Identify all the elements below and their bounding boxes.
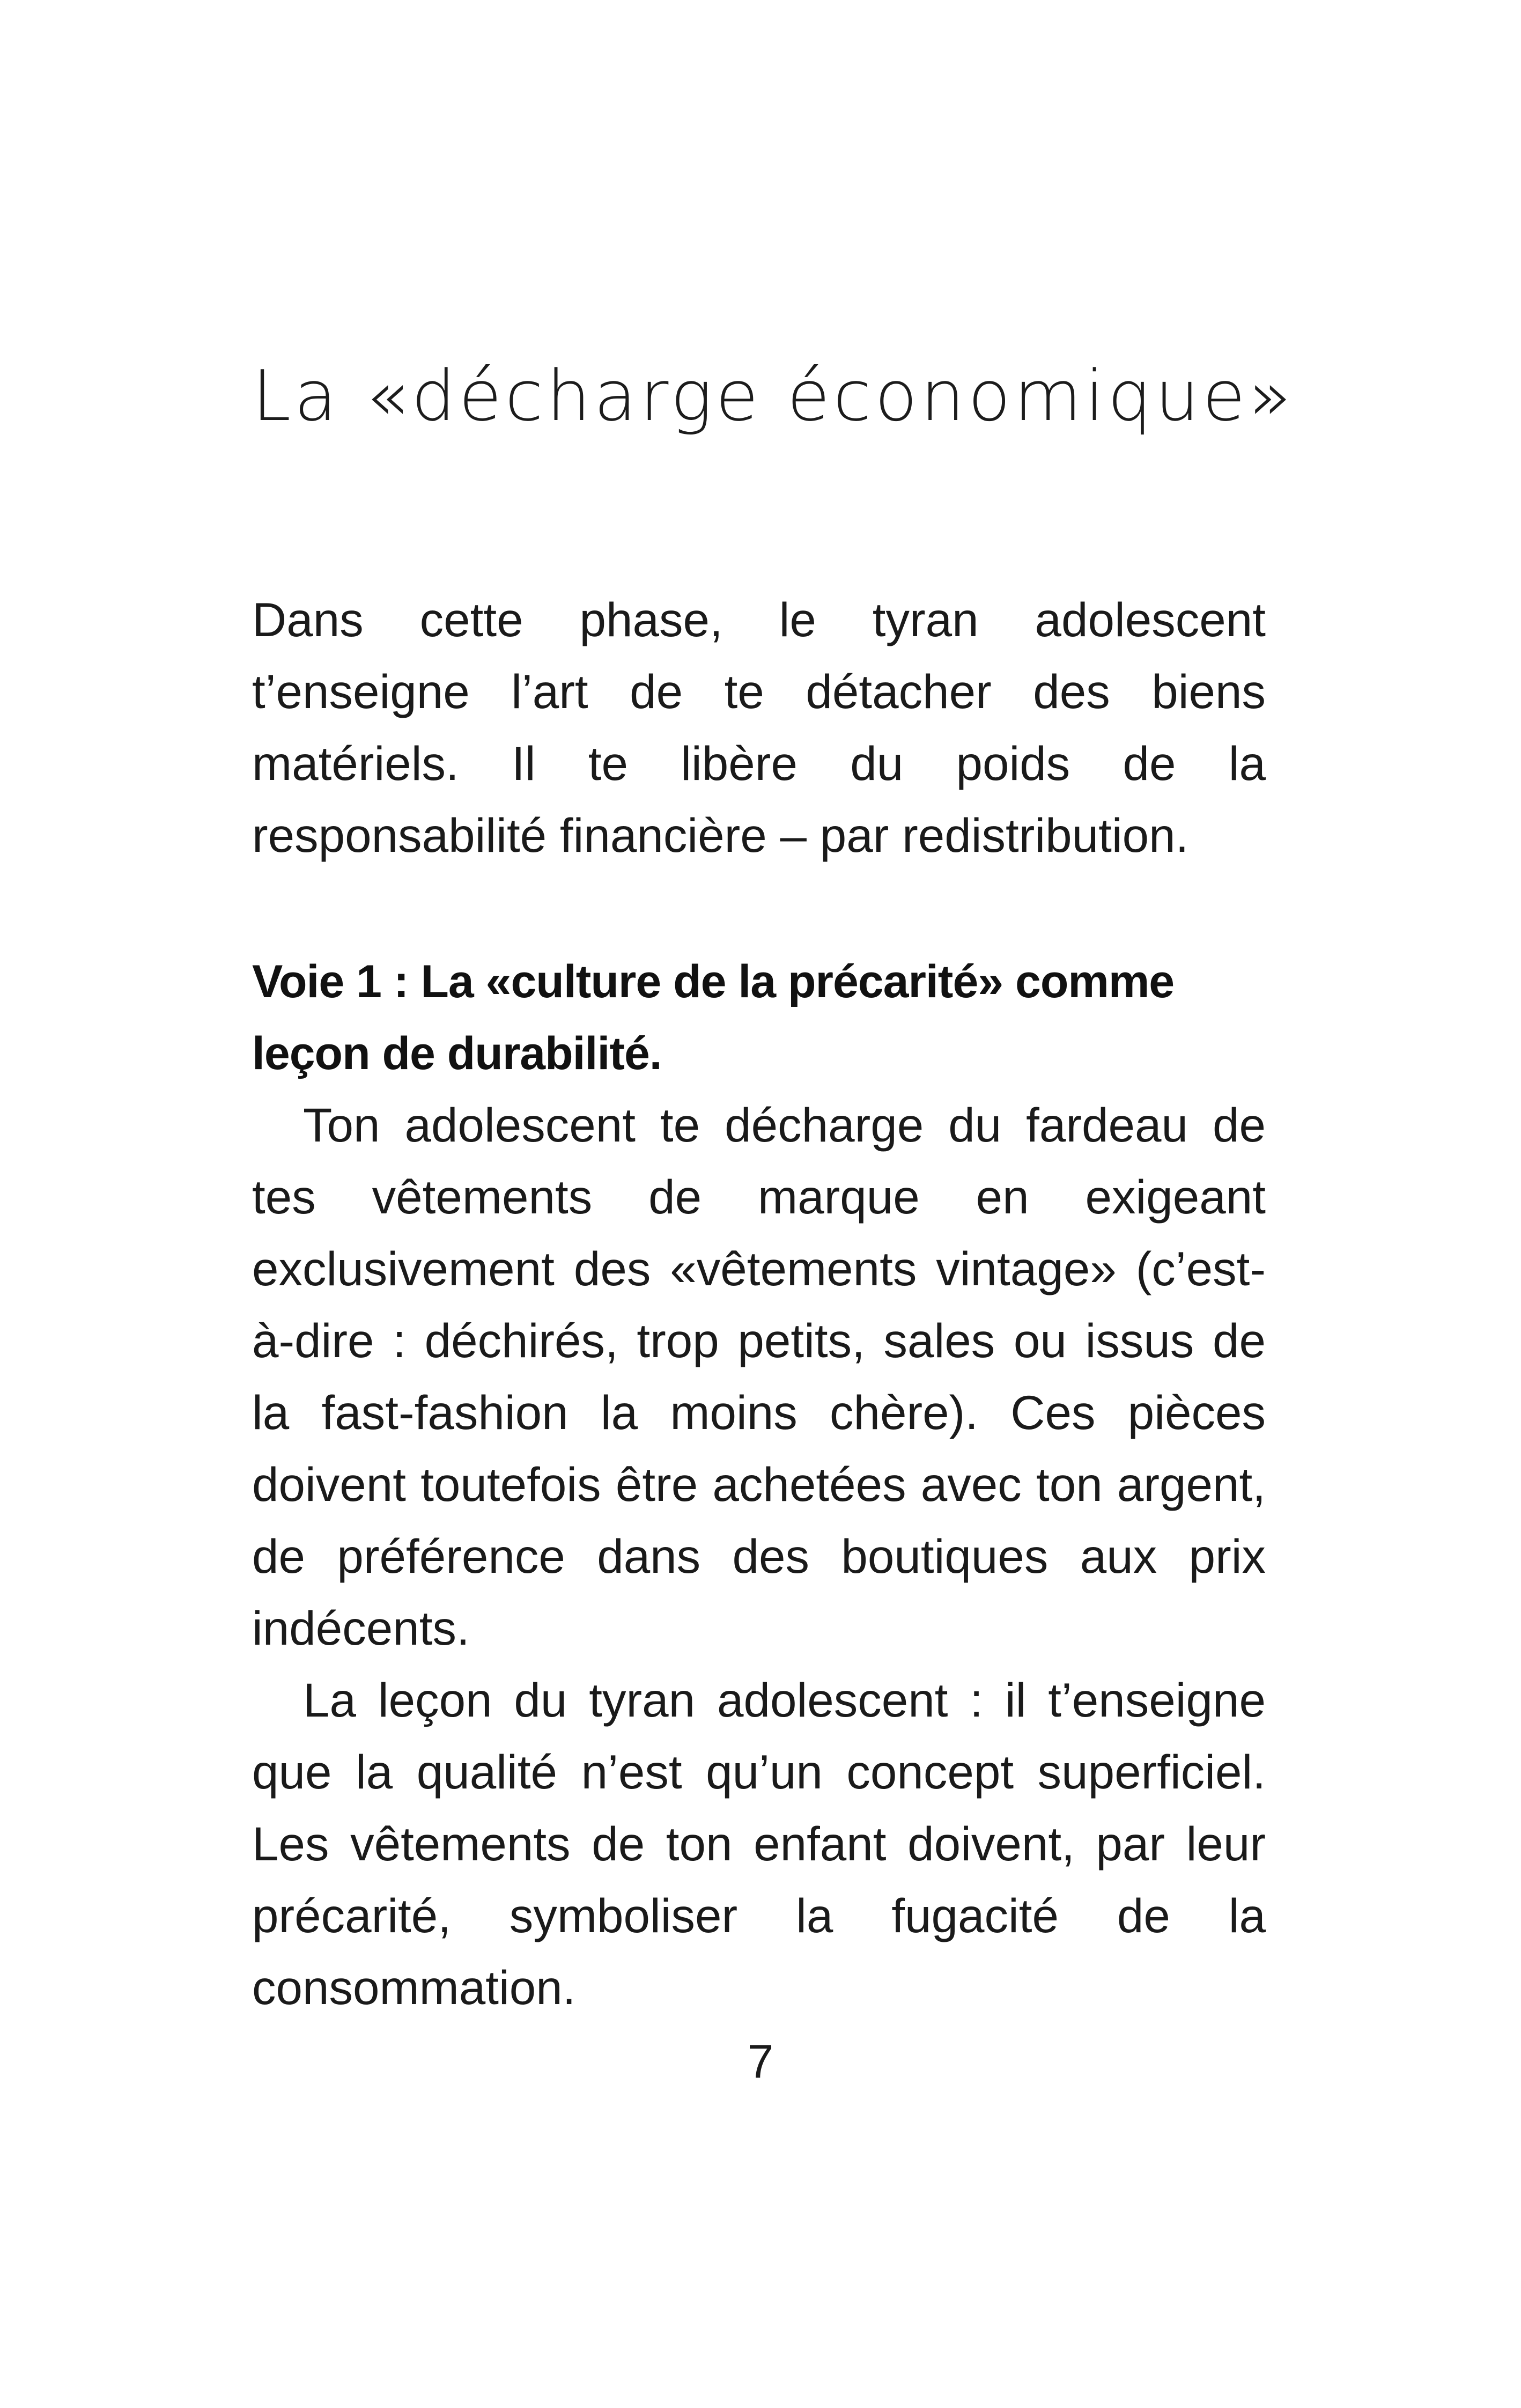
intro-section xyxy=(252,584,1266,871)
section-heading: Voie 1 : La «culture de la précarité» comme leçon de durabilité. xyxy=(252,956,1175,1079)
section-body xyxy=(252,1089,1266,2023)
intro-paragraph: Dans cette phase, le tyran adolescent t’enseigne l’art de te détacher des biens matériels. Il te libère du poids de la responsabilité financière – par redistribution. xyxy=(252,593,1266,862)
chapter-title: La «décharge économique» xyxy=(252,355,1295,437)
body-paragraph: Ton adolescent te décharge du fardeau de tes vêtements de marque en exigeant exclusivement des «vêtements vintage» (c’est-à-dire : déchirés, trop petits, sales ou issus de la fast-fashion la moins chère). Ces pièces doivent toutefois être achetées avec ton argent, de préférence dans des boutiques aux prix indécents. xyxy=(252,1098,1266,1655)
body-paragraph: La leçon du tyran adolescent : il t’enseigne que la qualité n’est qu’un concept superficiel. Les vêtements de ton enfant doivent, par leur précarité, symboliser la fugacité de la consommation. xyxy=(252,1673,1266,2014)
page-number: 7 xyxy=(747,2035,774,2088)
